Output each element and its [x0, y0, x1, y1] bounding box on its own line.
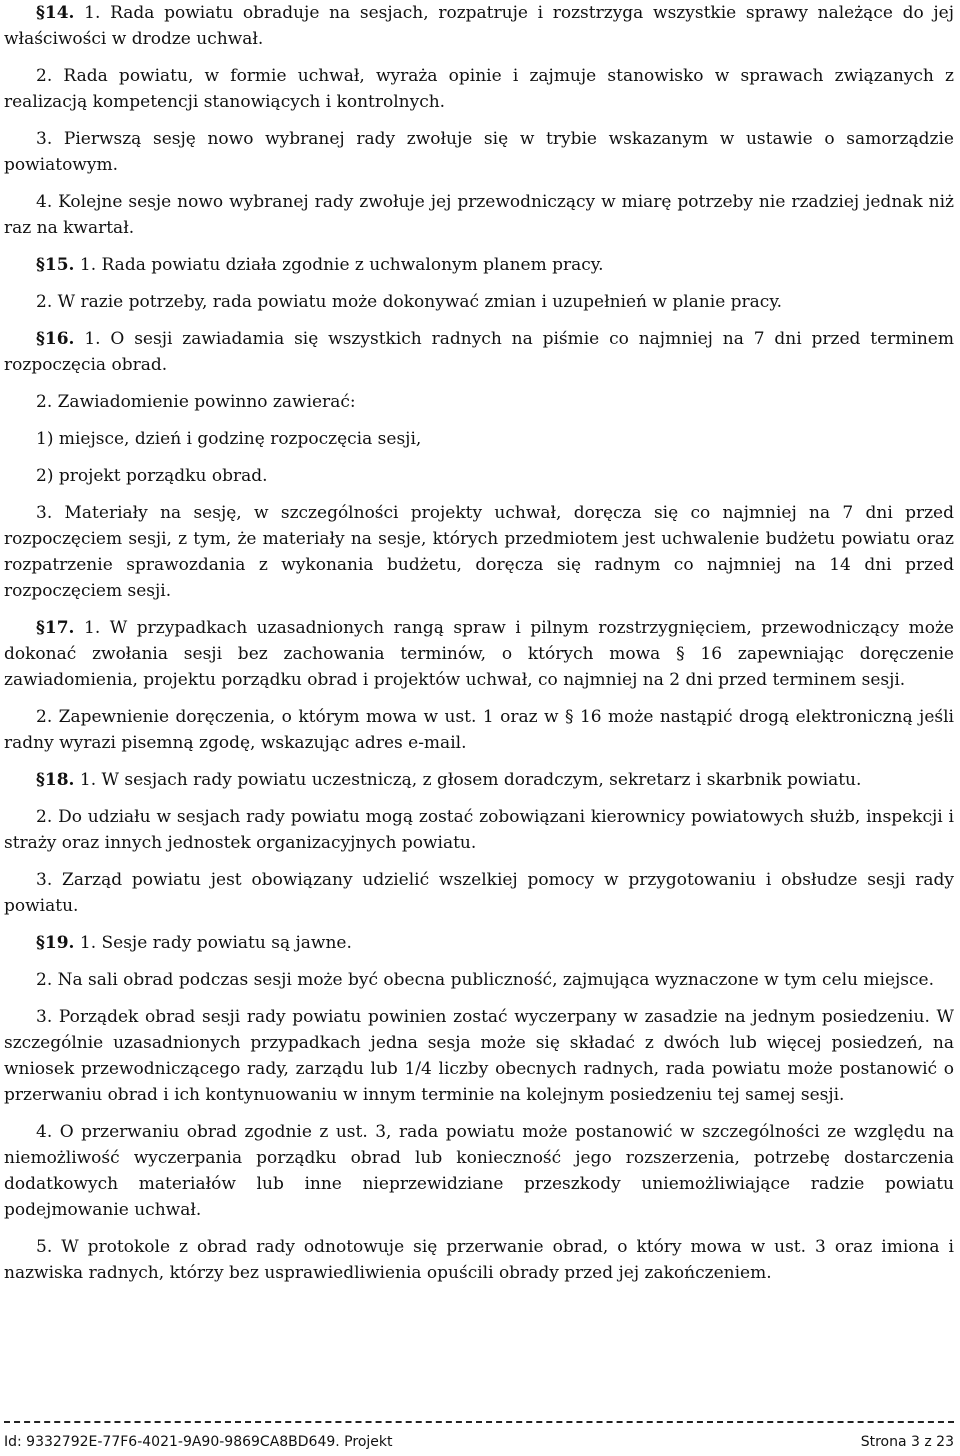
paragraph-18-1: §18. 1. W sesjach rady powiatu uczestniczą, z głosem doradczym, sekretarz i skarbnik powiatu. — [36, 770, 862, 790]
paragraph-16-1: §16. 1. O sesji zawiadamia się wszystkich radnych na piśmie co najmniej na 7 dni przed terminem rozpoczęcia obrad. — [4, 329, 954, 375]
paragraph-19-4: 4. O przerwaniu obrad zgodnie z ust. 3, rada powiatu może postanowić w szczególności ze względu na niemożliwość wyczerpania porządku obrad lub konieczność jego rozszerzenia, potrzebę dostarczenia dodatkowych materiałów lub inne nieprzewidziane przeszkody uniemożliwiające radzie powiatu podejmowanie uchwał. — [4, 1122, 954, 1220]
paragraph-15-1: §15. 1. Rada powiatu działa zgodnie z uchwalonym planem pracy. — [36, 255, 604, 275]
section-mark: § — [36, 255, 45, 275]
paragraph-16-3: 3. Materiały na sesję, w szczególności projekty uchwał, doręcza się co najmniej na 7 dni przed rozpoczęciem sesji, z tym, że materiały na sesje, których przedmiotem jest uchwalenie budżetu powiatu oraz rozpatrzenie sprawozdania z wykonania budżetu, doręcza się radnym co najmniej na 14 dni przed rozpoczęciem sesji. — [4, 503, 954, 601]
paragraph-19-2: 2. Na sali obrad podczas sesji może być obecna publiczność, zajmująca wyznaczone w tym celu miejsce. — [36, 970, 934, 990]
paragraph-14-1: §14. 1. Rada powiatu obraduje na sesjach, rozpatruje i rozstrzyga wszystkie sprawy należące do jej właściwości w drodze uchwał. — [4, 3, 954, 49]
paragraph-15-2: 2. W razie potrzeby, rada powiatu może dokonywać zmian i uzupełnień w planie pracy. — [36, 292, 783, 312]
paragraph-17-1: §17. 1. W przypadkach uzasadnionych rangą spraw i pilnym rozstrzygnięciem, przewodniczący może dokonać zwołania sesji bez zachowania terminów, o których mowa § 16 zapewniając doręczenie zawiadomienia, projektu porządku obrad i projektów uchwał, co najmniej na 2 dni przed terminem sesji. — [4, 618, 954, 690]
section-mark: § — [36, 770, 45, 790]
section-mark: § — [36, 618, 45, 638]
document-body — [4, 0, 954, 1286]
section-number: 18. — [44, 770, 75, 790]
paragraph-14-3: 3. Pierwszą sesję nowo wybranej rady zwołuje się w trybie wskazanym w ustawie o samorządzie powiatowym. — [4, 129, 954, 175]
section-number: 16. — [44, 329, 75, 349]
paragraph-18-3: 3. Zarząd powiatu jest obowiązany udzielić wszelkiej pomocy w przygotowaniu i obsłudze sesji rady powiatu. — [4, 870, 954, 916]
section-number: 14. — [44, 3, 75, 23]
paragraph-17-2: 2. Zapewnienie doręczenia, o którym mowa w ust. 1 oraz w § 16 może nastąpić drogą elektroniczną jeśli radny wyrazi pisemną zgodę, wskazując adres e-mail. — [4, 707, 954, 753]
list-item-16-2-2: 2) projekt porządku obrad. — [36, 466, 268, 486]
paragraph-19-1: §19. 1. Sesje rady powiatu są jawne. — [36, 933, 352, 953]
section-number: 17. — [44, 618, 75, 638]
section-mark: § — [36, 933, 45, 953]
page-footer — [4, 1432, 954, 1452]
paragraph-19-5: 5. W protokole z obrad rady odnotowuje się przerwanie obrad, o który mowa w ust. 3 oraz imiona i nazwiska radnych, którzy bez usprawiedliwienia opuścili obrady przed jej zakończeniem. — [4, 1237, 954, 1283]
paragraph-14-4: 4. Kolejne sesje nowo wybranej rady zwołuje jej przewodniczący w miarę potrzeby nie rzadziej jednak niż raz na kwartał. — [4, 192, 954, 238]
section-number: 19. — [44, 933, 75, 953]
paragraph-16-2: 2. Zawiadomienie powinno zawierać: — [36, 392, 356, 412]
paragraph-19-3: 3. Porządek obrad sesji rady powiatu powinien zostać wyczerpany w zasadzie na jednym posiedzeniu. W szczególnie uzasadnionych przypadkach jedna sesja może się składać z dwóch lub więcej posiedzeń, na wniosek przewodniczącego rady, zarządu lub 1/4 liczby obecnych radnych, rada powiatu może postanowić o przerwaniu obrad i ich kontynuowaniu w innym terminie na kolejnym posiedzeniu tej samej sesji. — [4, 1007, 954, 1105]
footer-divider — [4, 1421, 954, 1423]
section-mark: § — [36, 3, 45, 23]
section-mark: § — [36, 329, 45, 349]
paragraph-14-2: 2. Rada powiatu, w formie uchwał, wyraża opinie i zajmuje stanowisko w sprawach związanych z realizacją kompetencji stanowiących i kontrolnych. — [4, 66, 954, 112]
list-item-16-2-1: 1) miejsce, dzień i godzinę rozpoczęcia sesji, — [36, 429, 422, 449]
paragraph-18-2: 2. Do udziału w sesjach rady powiatu mogą zostać zobowiązani kierownicy powiatowych służb, inspekcji i straży oraz innych jednostek organizacyjnych powiatu. — [4, 807, 954, 853]
page-number: Strona 3 z 23 — [860, 1434, 954, 1450]
document-id: Id: 9332792E-77F6-4021-9A90-9869CA8BD649. Projekt — [4, 1434, 393, 1450]
section-number: 15. — [44, 255, 75, 275]
